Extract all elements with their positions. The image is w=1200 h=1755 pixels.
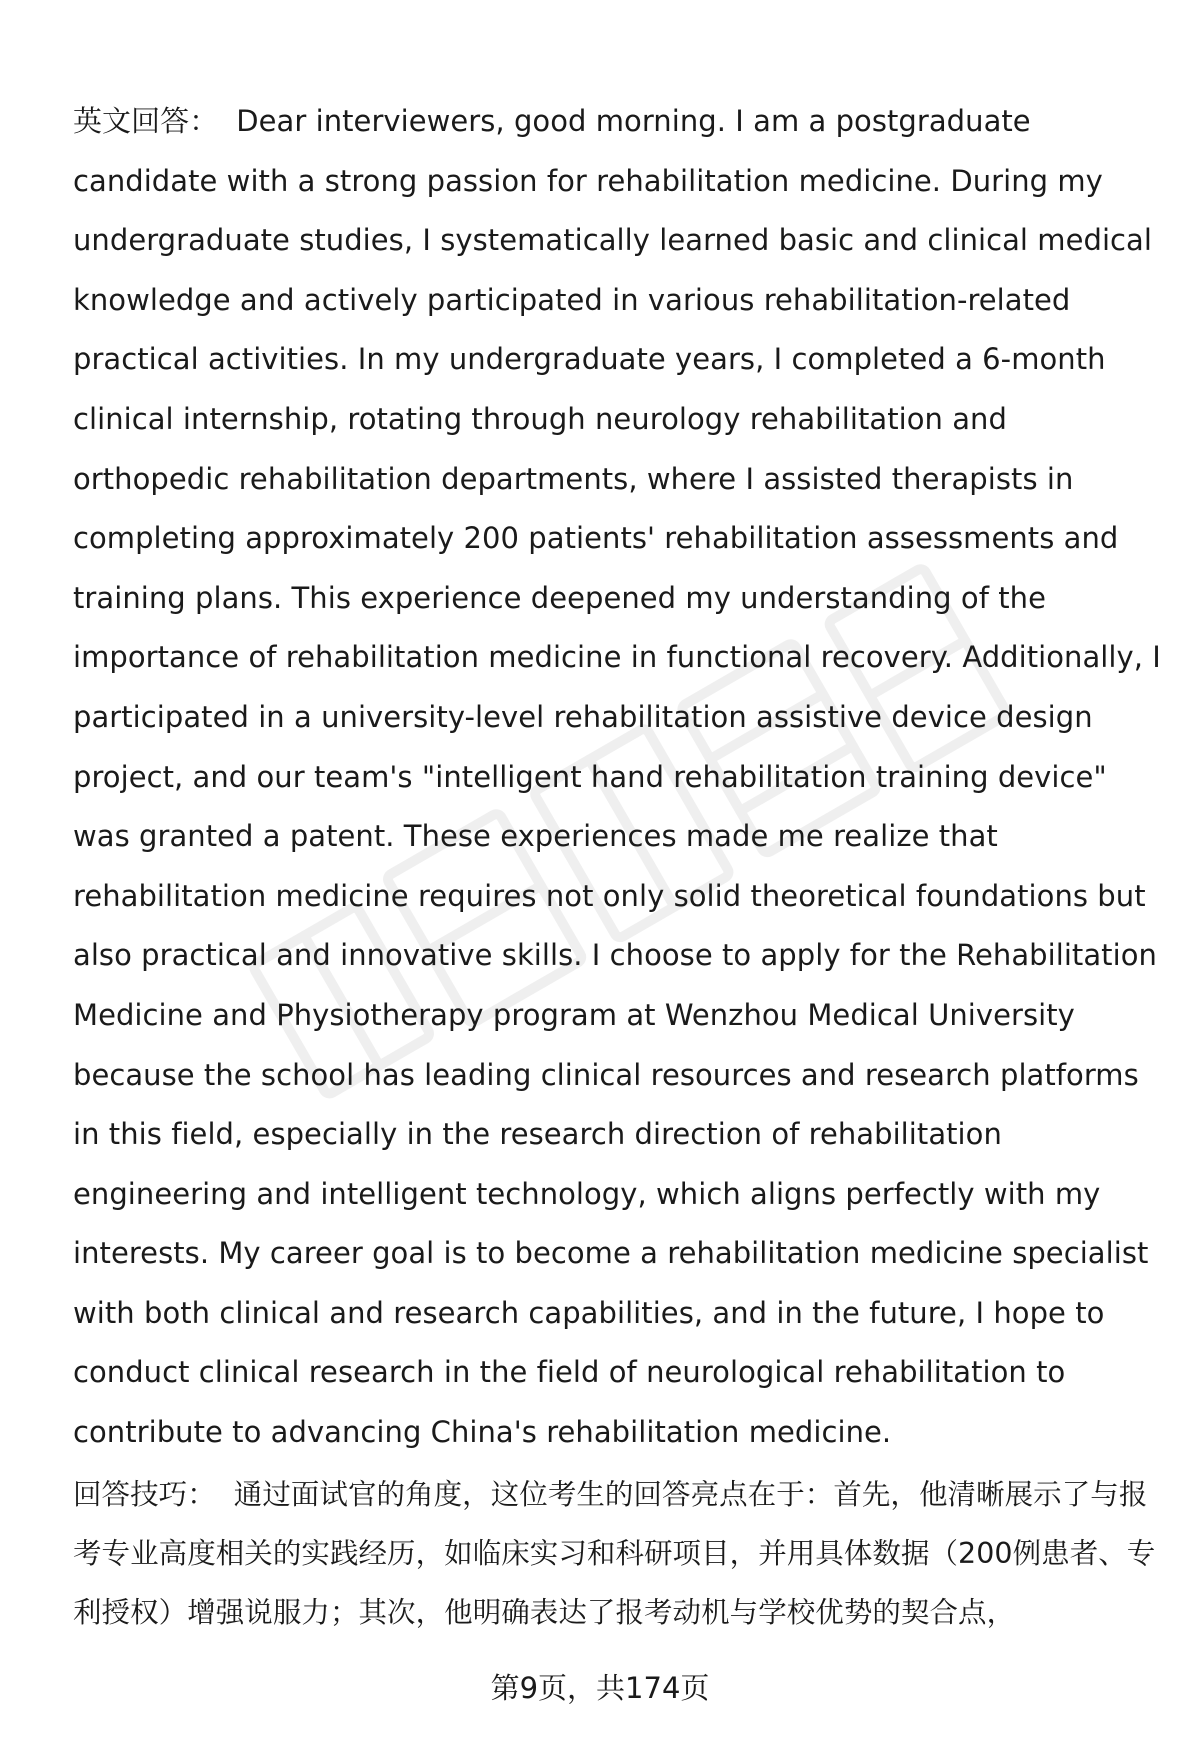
tips-text: 通过面试官的角度，这位考生的回答亮点在于：首先，他清晰展示了与报考专业高度相关的实践经历，如临床实习和科研项目，并用具体数据（200例患者、专利授权）增强说服力；其次，他明确表达了报考动机与学校优势的契合点， — [73, 1478, 1156, 1629]
answer-text: Dear interviewers, good morning. I am a postgraduate candidate with a strong passion for rehabilitation medicine. During my undergraduate studies, I systematically learned basic and clinical medical knowledge and actively participated in various rehabilitation-related practical activities. In my undergraduate years, I completed a 6-month clinical internship, rotating through neurology rehabilitation and orthopedic rehabilitation departments, where I assisted therapists in completing approximately 200 patients' rehabilitation assessments and training plans. This experience deepened my understanding of the importance of rehabilitation medicine in functional recovery. Additionally, I participated in a university-level rehabilitation assistive device design project, and our team's "intelligent hand rehabilitation training device" was granted a patent. These experiences made me realize that rehabilitation medicine requires not only solid theoretical foundations but also practical and innovative skills. I choose to apply for the Rehabilitation Medicine and Physiotherapy program at Wenzhou Medical University because the school has leading clinical resources and research platforms in this field, especially in the research direction of rehabilitation engineering and intelligent technology, which aligns perfectly with my interests. My career goal is to become a rehabilitation medicine specialist with both clinical and research capabilities, and in the future, I hope to conduct clinical research in the field of neurological rehabilitation to contribute to advancing China's rehabilitation medicine. — [73, 104, 1161, 1450]
page-number-footer: 第9页，共174页 — [490, 1671, 710, 1705]
answer-label: 英文回答： — [73, 104, 219, 138]
answer-tips-paragraph — [73, 1465, 1161, 1642]
tips-label: 回答技巧： — [73, 1478, 216, 1511]
english-answer-paragraph — [73, 92, 1161, 1463]
